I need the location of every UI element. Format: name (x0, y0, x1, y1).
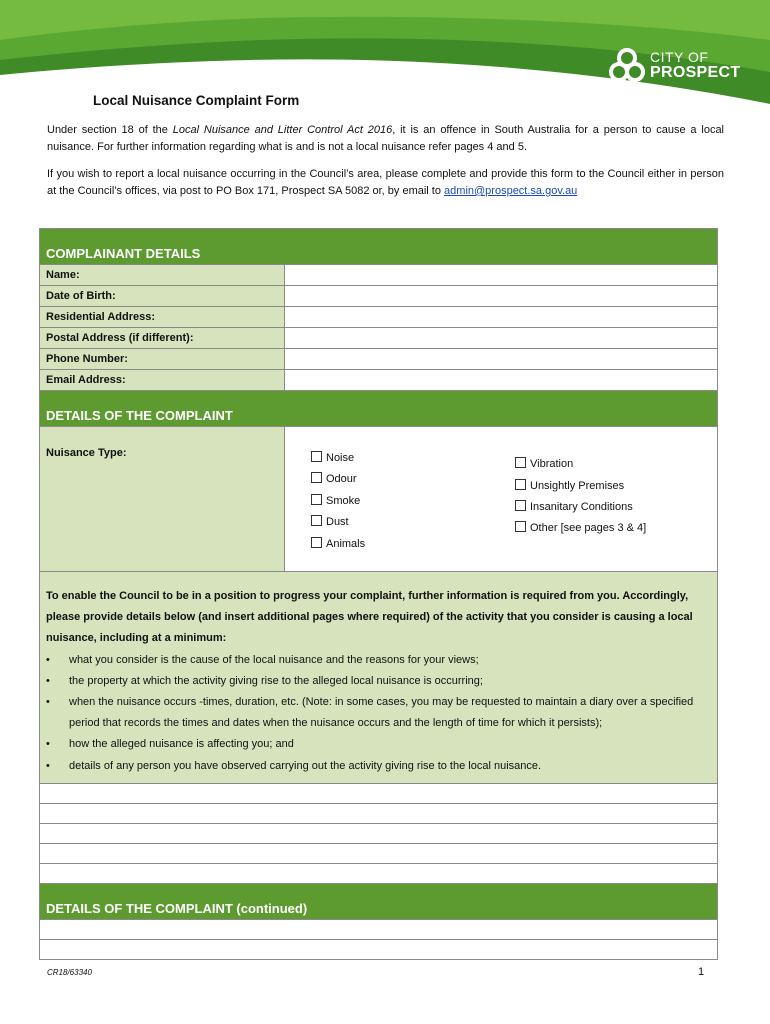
email-label: Email Address: (40, 370, 285, 391)
email-link[interactable]: admin@prospect.sa.gov.au (444, 185, 578, 197)
instruction-item: • when the nuisance occurs -times, duration, etc. (Note: in some cases, you may be requested to maintain a diary over a specified period that records the times and dates when the nuisance occurs and the length of time for which it persists); (69, 692, 711, 734)
option-smoke[interactable] (311, 494, 360, 507)
checkbox-icon[interactable] (311, 451, 322, 462)
checkbox-icon[interactable] (311, 494, 322, 505)
option-animals[interactable] (311, 537, 365, 550)
option-label: Other [see pages 3 & 4] (530, 522, 647, 534)
option-insanitary-conditions[interactable] (515, 500, 633, 513)
prospect-logo-icon (608, 46, 646, 86)
option-label: Vibration (530, 458, 574, 470)
complaint-instructions (40, 572, 718, 784)
instruction-item: • details of any person you have observed carrying out the activity giving rise to the local nuisance. (69, 756, 711, 777)
option-odour[interactable] (311, 472, 357, 485)
complaint-continued-heading: DETAILS OF THE COMPLAINT (continued) (40, 883, 718, 919)
option-label: Animals (326, 538, 366, 550)
option-dust[interactable] (311, 515, 349, 528)
checkbox-icon[interactable] (515, 479, 526, 490)
nuisance-type-options (285, 427, 718, 572)
instructions-heading: To enable the Council to be in a position to progress your complaint, further information is required from you. Accordingly, please provide details below (and insert additional pages where required) of the activity that you consider is causing a local nuisance, including at a minimum: (46, 590, 693, 645)
checkbox-icon[interactable] (311, 515, 322, 526)
logo-line1: CITY OF (650, 49, 709, 65)
complaint-line[interactable] (40, 823, 718, 843)
checkbox-icon[interactable] (311, 537, 322, 548)
option-label: Smoke (326, 495, 361, 507)
option-label: Noise (326, 452, 355, 464)
option-unsightly-premises[interactable] (515, 479, 624, 492)
complaint-line[interactable] (40, 803, 718, 823)
option-label: Dust (326, 516, 349, 528)
instruction-item: • the property at which the activity giving rise to the alleged local nuisance is occurring; (69, 671, 711, 692)
intro-p1-pre: Under section 18 of the (47, 124, 173, 136)
complainant-details-heading: COMPLAINANT DETAILS (40, 229, 718, 265)
phone-field[interactable] (285, 349, 718, 370)
city-of-prospect-logo (608, 46, 758, 92)
complaint-line[interactable] (40, 863, 718, 883)
form-title: Local Nuisance Complaint Form (93, 93, 300, 108)
intro-paragraph-1 (47, 122, 724, 156)
intro-paragraph-2 (47, 166, 724, 200)
complaint-continued-line[interactable] (40, 939, 718, 959)
intro-act-name: Local Nuisance and Litter Control Act 2016 (172, 124, 393, 136)
intro-p2-text: If you wish to report a local nuisance occurring in the Council’s area, please complete and provide this form to the Council either in person at the Council’s offices, via post to PO Box 171, Prospect SA 5082 or, by email to (47, 168, 724, 197)
option-noise[interactable] (311, 451, 354, 464)
name-label: Name: (40, 265, 285, 286)
complaint-details-heading: DETAILS OF THE COMPLAINT (40, 391, 718, 427)
option-vibration[interactable] (515, 457, 573, 470)
phone-label: Phone Number: (40, 349, 285, 370)
logo-line2: PROSPECT (650, 64, 741, 81)
nuisance-type-label: Nuisance Type: (40, 427, 285, 572)
document-code: CR18/63340 (47, 968, 92, 977)
checkbox-icon[interactable] (515, 500, 526, 511)
option-label: Odour (326, 473, 357, 485)
postal-address-label: Postal Address (if different): (40, 328, 285, 349)
postal-address-field[interactable] (285, 328, 718, 349)
page-number: 1 (698, 966, 705, 978)
dob-field[interactable] (285, 286, 718, 307)
email-field[interactable] (285, 370, 718, 391)
checkbox-icon[interactable] (311, 472, 322, 483)
complaint-line[interactable] (40, 783, 718, 803)
complaint-line[interactable] (40, 843, 718, 863)
checkbox-icon[interactable] (515, 457, 526, 468)
option-label: Unsightly Premises (530, 480, 625, 492)
complaint-form-table (39, 228, 718, 960)
complaint-continued-line[interactable] (40, 919, 718, 939)
instruction-item: • what you consider is the cause of the local nuisance and the reasons for your views; (69, 650, 711, 671)
instructions-list (46, 650, 711, 777)
instruction-item: • how the alleged nuisance is affecting you; and (69, 734, 711, 755)
name-field[interactable] (285, 265, 718, 286)
intro-p1-post: , it is an offence in South Australia for a person to cause a local nuisance. For further information regarding what is and is not a local nuisance refer pages 4 and 5. (47, 124, 725, 153)
residential-address-label: Residential Address: (40, 307, 285, 328)
dob-label: Date of Birth: (40, 286, 285, 307)
checkbox-icon[interactable] (515, 521, 526, 532)
option-other[interactable] (515, 521, 646, 534)
option-label: Insanitary Conditions (530, 501, 633, 513)
residential-address-field[interactable] (285, 307, 718, 328)
